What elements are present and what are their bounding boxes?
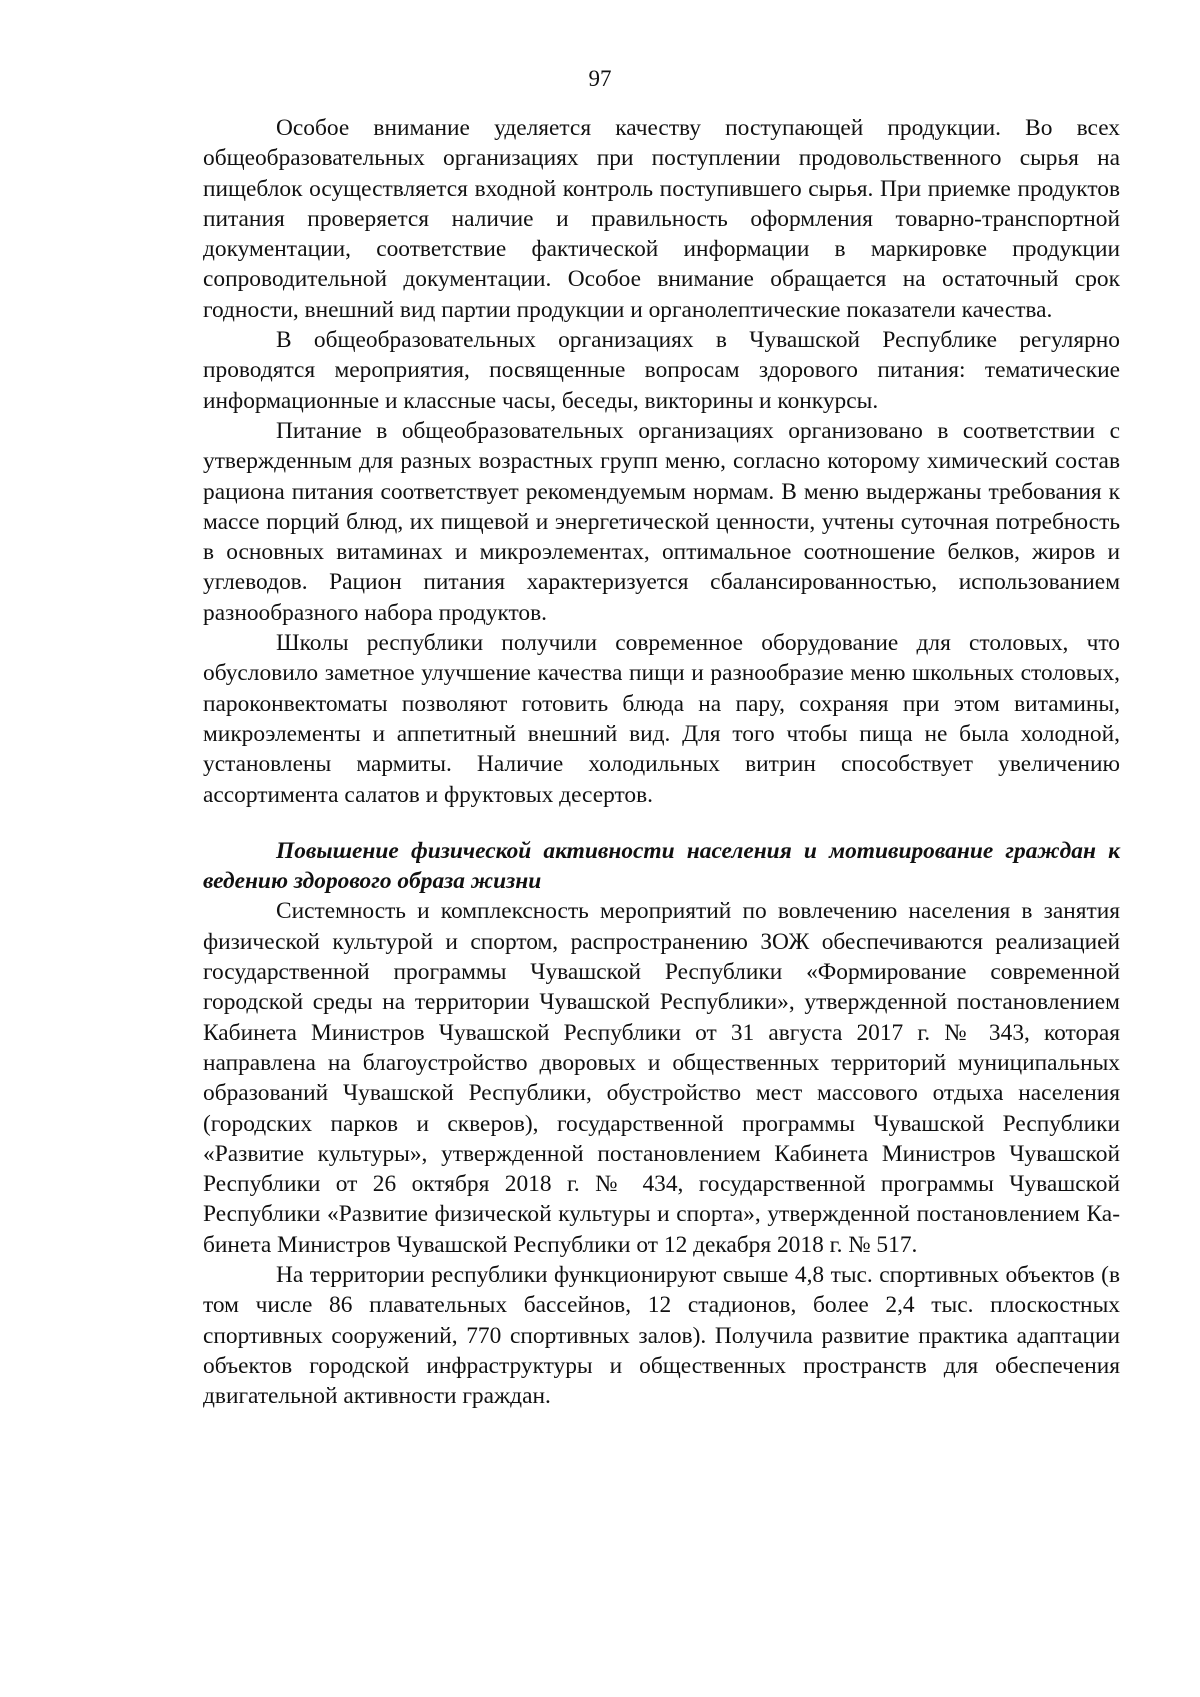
paragraph-school-menu: Питание в общеобразовательных организациях организовано в соответствии с утвержденным для разных возрастных групп меню, согласно которому химический состав рациона питания соответствует рекомендуемым нормам. В меню выдержаны требования к массе порций блюд, их пищевой и энергетической ценности, учтены суточная потребность в основных витаминах и микроэлементах, оптимальное соотношение белков, жиров и углеводов. Рацион питания характеризуется сбалансированностью, использованием разнообразного набора продуктов. [203,417,1120,626]
section-heading: Повышение физической активности населения и мотивирование граждан к ведению здорового образа жизни [203,837,1120,895]
paragraph-state-programs: Системность и комплексность мероприятий по вовлечению населения в занятия физической культурой и спортом, распространению ЗОЖ обеспечиваются реализацией государственной программы Чувашской Республики «Формирование современной городской среды на территории Чувашской Республики», утвержденной постановлением Кабинета Министров Чувашской Республики от 31 августа 2017 г. № 343, которая направлена на благоустройство дворовых и общественных территорий муниципальных образований Чувашской Республики, обустройство мест массового отдыха населения (городских парков и скверов), государственной программы Чувашской Республики «Развитие культуры», утвержденной постановлением Кабинета Министров Чувашской Республики от 26 октября 2018 г. № 434, государственной программы Чувашской Республики «Развитие физической культуры и спорта», утвержденной постановлением Кабинета Министров Чувашской Республики от 12 декабря 2018 г. № 517. [203,898,1120,1258]
page-body [203,113,1120,1411]
paragraph-canteen-equipment: Школы республики получили современное оборудование для столовых, что обусловило заметное улучшение качества пищи и разнообразие меню школьных столовых, пароконвектоматы позволяют готовить блюда на пару, сохраняя при этом витамины, микроэлементы и аппетитный внешний вид. Для того чтобы пища не была холодной, установлены мармиты. Наличие холодильных витрин способствует увеличению ассортимента салатов и фруктовых десертов. [203,630,1120,808]
paragraph-product-quality: Особое внимание уделяется качеству поступающей продукции. Во всех общеобразовательных организациях при поступлении продовольственного сырья на пищеблок осуществляется входной контроль поступившего сырья. При приемке продуктов питания проверяется наличие и правильность оформления товарно-транспортной документации, соответствие фактической информации в маркировке продукции сопроводительной документации. Особое внимание обращается на остаточный срок годности, внешний вид партии продукции и органолептические показатели качества. [203,115,1120,323]
paragraph-healthy-eating-events: В общеобразовательных организациях в Чувашской Республике регулярно проводятся мероприятия, посвященные вопросам здорового питания: тематические информационные и классные часы, беседы, викторины и конкурсы. [203,327,1120,414]
page-number: 97 [588,66,612,91]
paragraph-sports-facilities: На территории республики функционируют свыше 4,8 тыс. спортивных объектов (в том числе 86 плавательных бассейнов, 12 стадионов, более 2,4 тыс. плоскостных спортивных сооружений, 770 спортивных залов). Получила развитие практика адаптации объектов городской инфраструктуры и общественных пространств для обеспечения двигательной активности граждан. [203,1261,1120,1410]
